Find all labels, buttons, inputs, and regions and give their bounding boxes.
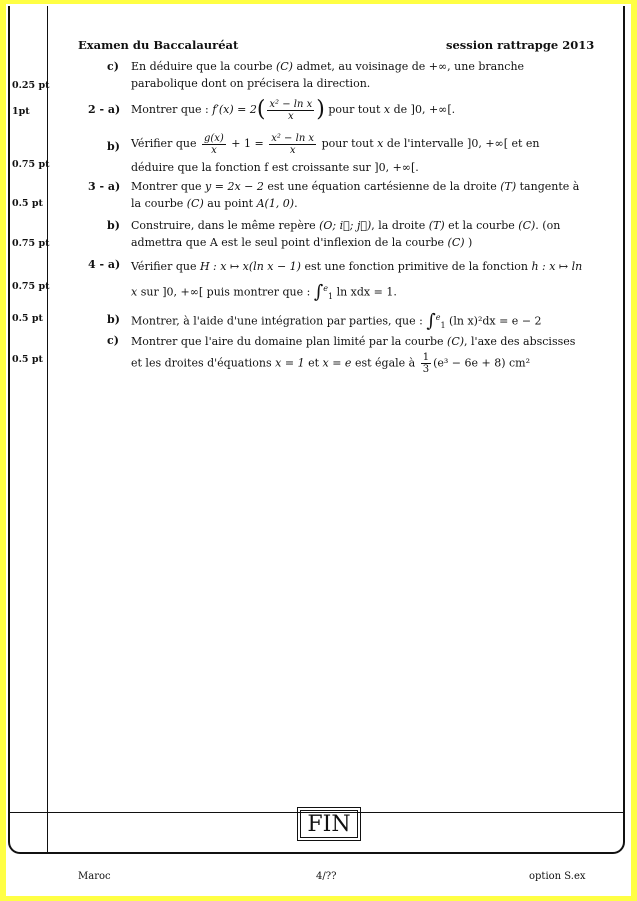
question-q4a: Vérifier que H : x ↦ x(ln x − 1) est une fonction primitive de la fonction h : x ↦ ln x sur ]0, +∞[ puis montrer que : ∫$^e_1$ ln xdx = 1. xyxy=(131,260,583,303)
question-q3b: Construire, dans le même repère (O; i⃗; j⃗), la droite (T) et la courbe (C). (on admettra que A est le seul point d'inflexion de la courbe (C) ) xyxy=(131,219,561,249)
question-q1c: En déduire que la courbe (C) admet, au voisinage de +∞, une branche parabolique dont on précisera la direction. xyxy=(131,60,525,90)
label-q1c: c) xyxy=(107,60,119,73)
points-q3b: 0.75 pt xyxy=(12,238,50,249)
label-q3b: b) xyxy=(107,219,120,232)
label-q3a: 3 - a) xyxy=(88,180,121,193)
question-q2a: Montrer que : f′(x) = 2( $\frac{\text{x² − ln x}}{x}$ ) pour tout x de ]0, +∞[. xyxy=(131,97,456,122)
footer-option: option S.ex xyxy=(529,871,586,882)
fin-label: FIN xyxy=(300,810,358,838)
footer-country: Maroc xyxy=(78,871,111,882)
question-q4c: Montrer que l'aire du domaine plan limité par la courbe (C), l'axe des abscisses et les droites d'équations x = 1 et x = e est égale à $\frac{1}{3}$ (e³ − 6e + 8) cm² xyxy=(131,335,576,375)
fin-box xyxy=(297,807,361,841)
points-q2a: 1pt xyxy=(12,106,30,117)
points-q4b: 0.5 pt xyxy=(12,313,43,324)
footer-page-number: 4/?? xyxy=(316,871,337,882)
label-q4a: 4 - a) xyxy=(88,258,121,271)
points-q4a: 0.75 pt xyxy=(12,281,50,292)
label-q4c: c) xyxy=(107,334,119,347)
header-title: Examen du Baccalauréat xyxy=(78,38,239,52)
points-q3a: 0.5 pt xyxy=(12,198,43,209)
points-column-divider xyxy=(47,6,48,854)
label-q4b: b) xyxy=(107,313,120,326)
label-q2b: b) xyxy=(107,140,120,153)
question-q2b: Vérifier que $\frac{g(x)}{x}$ + 1 = $\frac{\text{x² − ln x}}{x}$ pour tout x de l'intervalle ]0, +∞[ et en déduire que la fonction f est croissante sur ]0, +∞[. xyxy=(131,132,540,174)
header-session: session rattrapge 2013 xyxy=(446,38,595,52)
points-q4c: 0.5 pt xyxy=(12,354,43,365)
points-q1c: 0.25 pt xyxy=(12,80,50,91)
question-q4b: Montrer, à l'aide d'une intégration par parties, que : ∫$^e_1$ (ln x)²dx = e − 2 xyxy=(131,310,542,332)
question-q3a: Montrer que y = 2x − 2 est une équation cartésienne de la droite (T) tangente à la courbe (C) au point A(1, 0). xyxy=(131,180,580,210)
label-q2a: 2 - a) xyxy=(88,103,121,116)
points-q2b: 0.75 pt xyxy=(12,159,50,170)
